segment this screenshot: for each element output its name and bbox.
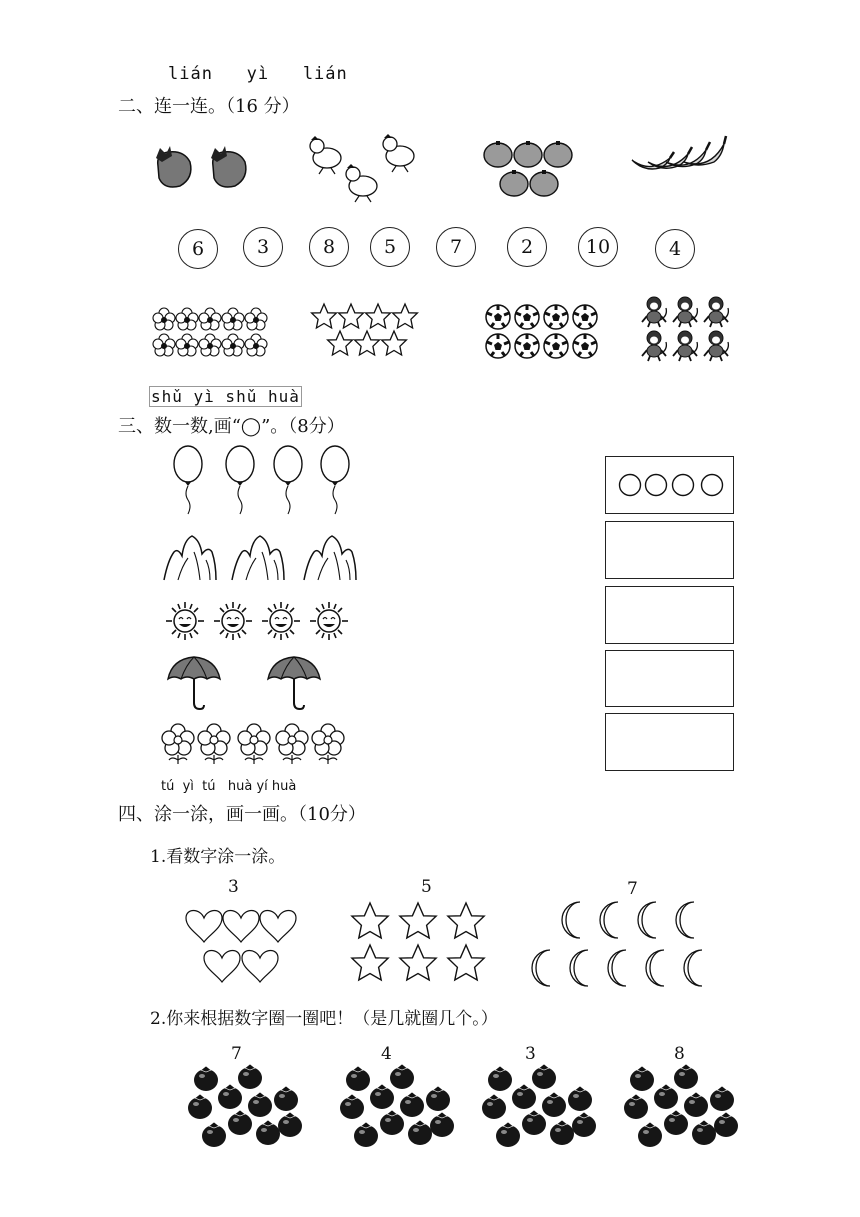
eggplant-icon bbox=[150, 142, 260, 194]
number-circle[interactable]: 8 bbox=[309, 227, 349, 267]
question-1-label: 1.看数字涂一涂。 bbox=[150, 847, 286, 867]
tomato-group[interactable] bbox=[620, 1062, 738, 1154]
number-circle[interactable]: 3 bbox=[243, 227, 283, 267]
flower-icon bbox=[152, 306, 272, 358]
number-circle[interactable]: 2 bbox=[507, 227, 547, 267]
hearts-number: 3 bbox=[228, 877, 239, 897]
umbrella-icon bbox=[166, 655, 326, 713]
section3-title: 三、数一数,画“◯”。（8分） bbox=[118, 416, 345, 437]
tomato-group[interactable] bbox=[184, 1062, 302, 1154]
number-circle[interactable]: 7 bbox=[436, 227, 476, 267]
moons-number: 7 bbox=[627, 879, 638, 899]
sun-icon bbox=[165, 600, 355, 642]
heart-icon[interactable] bbox=[184, 908, 302, 988]
number-circle[interactable]: 10 bbox=[578, 227, 618, 267]
number-circle[interactable]: 6 bbox=[178, 229, 218, 269]
answer-box[interactable] bbox=[605, 650, 734, 707]
star-icon[interactable] bbox=[346, 900, 490, 986]
answer-box-example bbox=[605, 456, 734, 514]
question-2-label: 2.你来根据数字圈一圈吧！（是几就圈几个。） bbox=[150, 1009, 498, 1029]
group-number: 3 bbox=[525, 1044, 536, 1064]
section4-title: 四、涂一涂，画一画。（10分） bbox=[118, 804, 366, 825]
group-number: 8 bbox=[674, 1044, 685, 1064]
group-number: 4 bbox=[381, 1044, 392, 1064]
section4-pinyin: tú yì tú huà yí huà bbox=[161, 779, 297, 794]
tomato-group[interactable] bbox=[336, 1062, 454, 1154]
section2-title: 二、连一连。（16 分） bbox=[118, 96, 300, 117]
group-number: 7 bbox=[231, 1044, 242, 1064]
answer-box[interactable] bbox=[605, 521, 734, 579]
moon-icon[interactable] bbox=[524, 898, 718, 990]
section2-pinyin: lián yì lián bbox=[168, 64, 348, 84]
tomato-icon bbox=[482, 138, 582, 200]
stars-number: 5 bbox=[421, 877, 432, 897]
answer-box[interactable] bbox=[605, 713, 734, 771]
answer-box[interactable] bbox=[605, 586, 734, 644]
section3-pinyin: shǔ yì shǔ huà bbox=[151, 387, 300, 406]
chick-icon bbox=[305, 134, 420, 209]
number-circle[interactable]: 5 bbox=[370, 227, 410, 267]
flower-icon bbox=[160, 722, 350, 770]
tomato-group[interactable] bbox=[478, 1062, 596, 1154]
balloon-icon bbox=[170, 444, 360, 518]
soccer-ball-icon bbox=[484, 302, 602, 362]
example-circles bbox=[606, 457, 732, 513]
star-icon bbox=[310, 300, 420, 362]
number-circle[interactable]: 4 bbox=[655, 229, 695, 269]
banana-icon bbox=[630, 134, 730, 176]
monkey-icon bbox=[640, 294, 734, 366]
mountain-icon bbox=[164, 530, 360, 584]
